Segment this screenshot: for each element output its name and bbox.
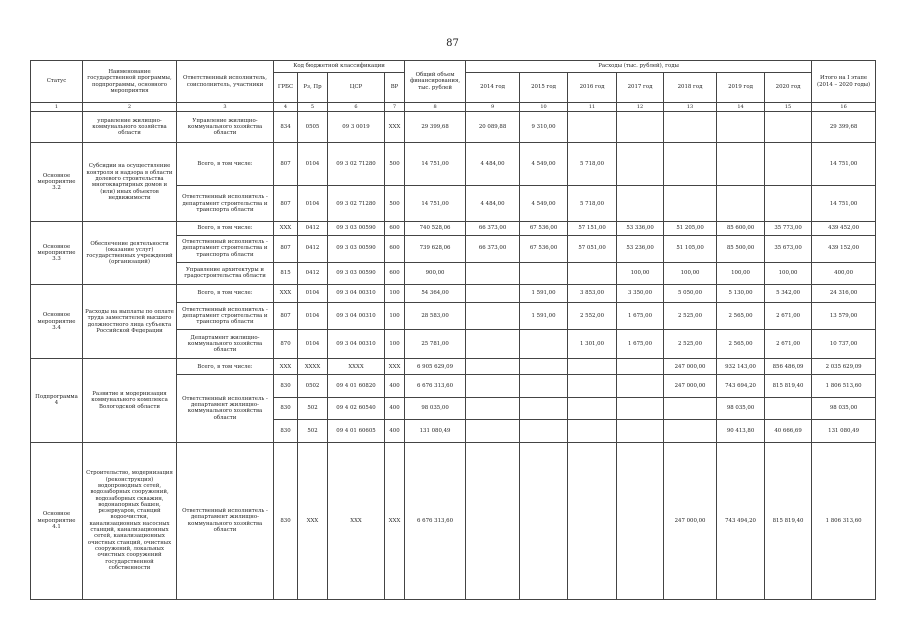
header-year-2018: 2018 год bbox=[664, 73, 717, 103]
year-2017-cell: 53 236,00 bbox=[617, 235, 664, 262]
responsible-cell: Ответственный исполнитель - департамент строительства и транспорта области bbox=[177, 303, 274, 330]
column-index: 7 bbox=[385, 103, 405, 112]
vr-cell: XXX bbox=[385, 442, 405, 600]
header-total-stage: Итого на I этапе (2014 – 2020 годы) bbox=[812, 61, 876, 103]
responsible-cell: Всего, в том числе: bbox=[177, 222, 274, 235]
year-2016-cell bbox=[568, 442, 617, 600]
year-2014-cell: 20 089,88 bbox=[466, 112, 520, 143]
stage-total-cell: 439 452,00 bbox=[812, 222, 876, 235]
rz-pr-cell: 0502 bbox=[298, 375, 328, 397]
year-2018-cell: 51 205,00 bbox=[664, 222, 717, 235]
vr-cell: 400 bbox=[385, 397, 405, 419]
header-name: Наименование государственной программы, подпрограммы, основного мероприятия bbox=[83, 61, 177, 103]
column-index: 2 bbox=[83, 103, 177, 112]
vr-cell: XXX bbox=[385, 359, 405, 375]
stage-total-cell: 14 751,00 bbox=[812, 143, 876, 186]
year-2017-cell bbox=[617, 143, 664, 186]
name-cell: Строительство, модернизация (реконструкция) водопроводных сетей, водозаборных сооружений, водозаборных скважин, водонапорных башен, резервуаров, станций водоочистки, канализационных насосных станций, канализационных сетей, канализационных очистных станций, очистных сооружений, локальных очистных сооружений государственной собственности bbox=[83, 442, 177, 600]
csr-cell: 09 3 03 00590 bbox=[328, 235, 385, 262]
year-2014-cell bbox=[466, 442, 520, 600]
csr-cell: XXX bbox=[328, 442, 385, 600]
header-year-2017: 2017 год bbox=[617, 73, 664, 103]
year-2014-cell: 66 373,00 bbox=[466, 222, 520, 235]
year-2018-cell: 2 525,00 bbox=[664, 303, 717, 330]
rz-pr-cell: 0104 bbox=[298, 186, 328, 222]
header-grbs: ГРБС bbox=[274, 73, 298, 103]
total-volume-cell: 14 751,00 bbox=[405, 186, 466, 222]
csr-cell: 09 3 0019 bbox=[328, 112, 385, 143]
total-volume-cell: 131 080,49 bbox=[405, 420, 466, 442]
rz-pr-cell: 0104 bbox=[298, 330, 328, 359]
grbs-cell: 815 bbox=[274, 262, 298, 284]
table-row bbox=[31, 285, 876, 303]
year-2017-cell bbox=[617, 359, 664, 375]
year-2016-cell bbox=[568, 397, 617, 419]
total-volume-cell: 54 364,00 bbox=[405, 285, 466, 303]
rz-pr-cell: 0412 bbox=[298, 235, 328, 262]
header-rz-pr: Рз, Пр bbox=[298, 73, 328, 103]
year-2016-cell: 2 552,00 bbox=[568, 303, 617, 330]
year-2014-cell bbox=[466, 330, 520, 359]
column-index: 16 bbox=[812, 103, 876, 112]
year-2020-cell bbox=[765, 397, 812, 419]
total-volume-cell: 28 583,00 bbox=[405, 303, 466, 330]
vr-cell: 100 bbox=[385, 285, 405, 303]
total-volume-cell: 98 035,00 bbox=[405, 397, 466, 419]
header-year-2016: 2016 год bbox=[568, 73, 617, 103]
stage-total-cell: 400,00 bbox=[812, 262, 876, 284]
year-2019-cell: 90 413,80 bbox=[717, 420, 765, 442]
responsible-cell: Ответственный исполнитель - департамент жилищно-коммунального хозяйства области bbox=[177, 442, 274, 600]
total-volume-cell: 14 751,00 bbox=[405, 143, 466, 186]
year-2018-cell: 100,00 bbox=[664, 262, 717, 284]
grbs-cell: XXX bbox=[274, 359, 298, 375]
column-index: 11 bbox=[568, 103, 617, 112]
year-2018-cell bbox=[664, 112, 717, 143]
vr-cell: 600 bbox=[385, 222, 405, 235]
csr-cell: 09 4 01 60605 bbox=[328, 420, 385, 442]
year-2016-cell bbox=[568, 420, 617, 442]
year-2019-cell: 743 494,20 bbox=[717, 442, 765, 600]
header-budget-code: Код бюджетной классификации bbox=[274, 61, 405, 73]
year-2016-cell: 5 718,00 bbox=[568, 143, 617, 186]
name-cell: Развитие и модернизация коммунального комплекса Вологодской области bbox=[83, 359, 177, 442]
vr-cell: 600 bbox=[385, 262, 405, 284]
vr-cell: XXX bbox=[385, 112, 405, 143]
responsible-cell: Всего, в том числе: bbox=[177, 359, 274, 375]
name-cell: управление жилищно-коммунального хозяйства области bbox=[83, 112, 177, 143]
year-2017-cell bbox=[617, 186, 664, 222]
year-2019-cell: 98 035,00 bbox=[717, 397, 765, 419]
year-2015-cell bbox=[520, 420, 568, 442]
year-2016-cell bbox=[568, 262, 617, 284]
stage-total-cell: 29 399,68 bbox=[812, 112, 876, 143]
rz-pr-cell: 0505 bbox=[298, 112, 328, 143]
year-2015-cell bbox=[520, 330, 568, 359]
csr-cell: XXXX bbox=[328, 359, 385, 375]
year-2016-cell: 5 718,00 bbox=[568, 186, 617, 222]
responsible-cell: Управление архитектуры и градостроительства области bbox=[177, 262, 274, 284]
grbs-cell: 870 bbox=[274, 330, 298, 359]
table-row bbox=[31, 143, 876, 186]
year-2019-cell: 5 130,00 bbox=[717, 285, 765, 303]
responsible-cell: Всего, в том числе: bbox=[177, 285, 274, 303]
year-2017-cell: 1 675,00 bbox=[617, 330, 664, 359]
csr-cell: 09 3 04 00310 bbox=[328, 303, 385, 330]
csr-cell: 09 3 03 00590 bbox=[328, 222, 385, 235]
table-header bbox=[31, 61, 876, 112]
status-cell: Основное мероприятие 3.2 bbox=[31, 143, 83, 222]
stage-total-cell: 10 737,00 bbox=[812, 330, 876, 359]
year-2015-cell: 4 549,00 bbox=[520, 143, 568, 186]
year-2020-cell: 2 671,00 bbox=[765, 303, 812, 330]
name-cell: Субсидии на осуществление контроля и надзора в области долевого строительства многоквартирных домов и (или) иных объектов недвижимости bbox=[83, 143, 177, 222]
header-year-2014: 2014 год bbox=[466, 73, 520, 103]
header-csr: ЦСР bbox=[328, 73, 385, 103]
stage-total-cell: 1 806 513,60 bbox=[812, 375, 876, 397]
rz-pr-cell: 0104 bbox=[298, 303, 328, 330]
year-2020-cell: 100,00 bbox=[765, 262, 812, 284]
column-index: 4 bbox=[274, 103, 298, 112]
csr-cell: 09 4 02 60540 bbox=[328, 397, 385, 419]
year-2014-cell bbox=[466, 285, 520, 303]
year-2018-cell: 2 525,00 bbox=[664, 330, 717, 359]
year-2019-cell: 100,00 bbox=[717, 262, 765, 284]
column-index: 5 bbox=[298, 103, 328, 112]
table-row bbox=[31, 442, 876, 600]
year-2020-cell: 815 819,40 bbox=[765, 375, 812, 397]
vr-cell: 100 bbox=[385, 303, 405, 330]
status-cell: Основное мероприятие 4.1 bbox=[31, 442, 83, 600]
stage-total-cell: 2 035 629,09 bbox=[812, 359, 876, 375]
year-2019-cell: 85 600,00 bbox=[717, 222, 765, 235]
stage-total-cell: 1 806 313,60 bbox=[812, 442, 876, 600]
stage-total-cell: 24 316,00 bbox=[812, 285, 876, 303]
year-2017-cell bbox=[617, 420, 664, 442]
column-index: 1 bbox=[31, 103, 83, 112]
year-2018-cell: 247 000,00 bbox=[664, 442, 717, 600]
year-2014-cell bbox=[466, 262, 520, 284]
rz-pr-cell: 502 bbox=[298, 397, 328, 419]
status-cell: Подпрограмма 4 bbox=[31, 359, 83, 442]
year-2020-cell: 2 671,00 bbox=[765, 330, 812, 359]
year-2020-cell: 35 773,00 bbox=[765, 222, 812, 235]
rz-pr-cell: 0412 bbox=[298, 222, 328, 235]
total-volume-cell: 25 781,00 bbox=[405, 330, 466, 359]
csr-cell: 09 3 04 00310 bbox=[328, 330, 385, 359]
year-2015-cell: 67 536,00 bbox=[520, 235, 568, 262]
year-2016-cell: 3 853,00 bbox=[568, 285, 617, 303]
year-2020-cell: 40 666,69 bbox=[765, 420, 812, 442]
year-2016-cell: 57 051,00 bbox=[568, 235, 617, 262]
year-2017-cell bbox=[617, 442, 664, 600]
year-2015-cell: 1 591,00 bbox=[520, 303, 568, 330]
csr-cell: 09 3 03 00590 bbox=[328, 262, 385, 284]
year-2014-cell bbox=[466, 375, 520, 397]
year-2020-cell: 5 342,00 bbox=[765, 285, 812, 303]
year-2019-cell: 2 565,00 bbox=[717, 303, 765, 330]
vr-cell: 100 bbox=[385, 330, 405, 359]
grbs-cell: 807 bbox=[274, 186, 298, 222]
year-2016-cell bbox=[568, 112, 617, 143]
column-index: 9 bbox=[466, 103, 520, 112]
column-index: 3 bbox=[177, 103, 274, 112]
year-2017-cell bbox=[617, 375, 664, 397]
header-expenses: Расходы (тыс. рублей), годы bbox=[466, 61, 812, 73]
total-volume-cell: 6 676 313,60 bbox=[405, 375, 466, 397]
stage-total-cell: 131 080,49 bbox=[812, 420, 876, 442]
column-index: 14 bbox=[717, 103, 765, 112]
column-index: 13 bbox=[664, 103, 717, 112]
year-2014-cell bbox=[466, 420, 520, 442]
year-2018-cell: 247 000,00 bbox=[664, 359, 717, 375]
year-2014-cell bbox=[466, 359, 520, 375]
rz-pr-cell: 0104 bbox=[298, 143, 328, 186]
total-volume-cell: 740 528,06 bbox=[405, 222, 466, 235]
year-2016-cell: 1 301,00 bbox=[568, 330, 617, 359]
rz-pr-cell: 502 bbox=[298, 420, 328, 442]
grbs-cell: 830 bbox=[274, 420, 298, 442]
status-cell bbox=[31, 112, 83, 143]
total-volume-cell: 900,00 bbox=[405, 262, 466, 284]
vr-cell: 400 bbox=[385, 375, 405, 397]
budget-table bbox=[30, 60, 876, 600]
responsible-cell: Ответственный исполнитель - департамент строительства и транспорта области bbox=[177, 186, 274, 222]
column-index: 8 bbox=[405, 103, 466, 112]
status-cell: Основное мероприятие 3.4 bbox=[31, 285, 83, 359]
year-2017-cell: 53 336,00 bbox=[617, 222, 664, 235]
column-index: 6 bbox=[328, 103, 385, 112]
year-2019-cell: 932 143,00 bbox=[717, 359, 765, 375]
year-2014-cell: 4 484,00 bbox=[466, 143, 520, 186]
year-2018-cell: 247 000,00 bbox=[664, 375, 717, 397]
year-2018-cell: 5 050,00 bbox=[664, 285, 717, 303]
year-2017-cell bbox=[617, 112, 664, 143]
year-2020-cell: 856 486,09 bbox=[765, 359, 812, 375]
grbs-cell: 807 bbox=[274, 143, 298, 186]
year-2020-cell: 815 819,40 bbox=[765, 442, 812, 600]
rz-pr-cell: XXX bbox=[298, 442, 328, 600]
table-row bbox=[31, 222, 876, 235]
year-2015-cell bbox=[520, 359, 568, 375]
year-2016-cell: 57 151,00 bbox=[568, 222, 617, 235]
header-total-volume: Общий объем финансирования, тыс. рублей bbox=[405, 61, 466, 103]
year-2014-cell: 4 484,00 bbox=[466, 186, 520, 222]
vr-cell: 600 bbox=[385, 235, 405, 262]
year-2020-cell bbox=[765, 186, 812, 222]
year-2020-cell bbox=[765, 112, 812, 143]
grbs-cell: 830 bbox=[274, 375, 298, 397]
year-2015-cell bbox=[520, 397, 568, 419]
total-volume-cell: 6 676 313,60 bbox=[405, 442, 466, 600]
year-2019-cell: 85 500,00 bbox=[717, 235, 765, 262]
year-2015-cell bbox=[520, 442, 568, 600]
vr-cell: 500 bbox=[385, 186, 405, 222]
year-2017-cell: 3 350,00 bbox=[617, 285, 664, 303]
header-year-2019: 2019 год bbox=[717, 73, 765, 103]
year-2019-cell: 2 565,00 bbox=[717, 330, 765, 359]
responsible-cell: Департамент жилищно-коммунального хозяйства области bbox=[177, 330, 274, 359]
grbs-cell: XXX bbox=[274, 285, 298, 303]
vr-cell: 400 bbox=[385, 420, 405, 442]
csr-cell: 09 3 02 71280 bbox=[328, 143, 385, 186]
year-2019-cell bbox=[717, 186, 765, 222]
grbs-cell: XXX bbox=[274, 222, 298, 235]
column-index-row bbox=[31, 103, 876, 112]
year-2016-cell bbox=[568, 375, 617, 397]
header-year-2020: 2020 год bbox=[765, 73, 812, 103]
stage-total-cell: 13 579,00 bbox=[812, 303, 876, 330]
year-2018-cell bbox=[664, 186, 717, 222]
rz-pr-cell: 0104 bbox=[298, 285, 328, 303]
table-row bbox=[31, 359, 876, 375]
year-2017-cell bbox=[617, 397, 664, 419]
year-2018-cell bbox=[664, 143, 717, 186]
header-year-2015: 2015 год bbox=[520, 73, 568, 103]
total-volume-cell: 29 399,68 bbox=[405, 112, 466, 143]
csr-cell: 09 3 02 71280 bbox=[328, 186, 385, 222]
stage-total-cell: 98 035,00 bbox=[812, 397, 876, 419]
header-status: Статус bbox=[31, 61, 83, 103]
grbs-cell: 807 bbox=[274, 303, 298, 330]
column-index: 15 bbox=[765, 103, 812, 112]
responsible-cell: Всего, в том числе: bbox=[177, 143, 274, 186]
grbs-cell: 834 bbox=[274, 112, 298, 143]
vr-cell: 500 bbox=[385, 143, 405, 186]
csr-cell: 09 3 04 00310 bbox=[328, 285, 385, 303]
stage-total-cell: 439 152,00 bbox=[812, 235, 876, 262]
responsible-cell: Ответственный исполнитель - департамент строительства и транспорта области bbox=[177, 235, 274, 262]
name-cell: Обеспечение деятельности (оказание услуг) государственных учреждений (организаций) bbox=[83, 222, 177, 285]
total-volume-cell: 6 905 629,09 bbox=[405, 359, 466, 375]
rz-pr-cell: XXXX bbox=[298, 359, 328, 375]
year-2019-cell bbox=[717, 143, 765, 186]
header-vr: ВР bbox=[385, 73, 405, 103]
year-2018-cell bbox=[664, 397, 717, 419]
csr-cell: 09 4 01 60820 bbox=[328, 375, 385, 397]
column-index: 12 bbox=[617, 103, 664, 112]
grbs-cell: 807 bbox=[274, 235, 298, 262]
year-2015-cell: 1 591,00 bbox=[520, 285, 568, 303]
responsible-cell: Управление жилищно-коммунального хозяйства области bbox=[177, 112, 274, 143]
year-2014-cell: 66 373,00 bbox=[466, 235, 520, 262]
total-volume-cell: 739 628,06 bbox=[405, 235, 466, 262]
header-responsible: Ответственный исполнитель, соисполнитель, участники bbox=[177, 61, 274, 103]
year-2015-cell: 9 310,00 bbox=[520, 112, 568, 143]
responsible-cell: Ответственный исполнитель - департамент жилищно-коммунального хозяйства области bbox=[177, 375, 274, 442]
year-2017-cell: 1 675,00 bbox=[617, 303, 664, 330]
year-2015-cell: 67 536,00 bbox=[520, 222, 568, 235]
status-cell: Основное мероприятие 3.3 bbox=[31, 222, 83, 285]
year-2014-cell bbox=[466, 303, 520, 330]
name-cell: Расходы на выплаты по оплате труда заместителей высшего должностного лица субъекта Российской Федерации bbox=[83, 285, 177, 359]
year-2014-cell bbox=[466, 397, 520, 419]
year-2020-cell bbox=[765, 143, 812, 186]
year-2020-cell: 35 673,00 bbox=[765, 235, 812, 262]
grbs-cell: 830 bbox=[274, 397, 298, 419]
year-2019-cell: 743 694,20 bbox=[717, 375, 765, 397]
year-2016-cell bbox=[568, 359, 617, 375]
page-number: 87 bbox=[446, 38, 459, 49]
year-2015-cell: 4 549,00 bbox=[520, 186, 568, 222]
grbs-cell: 830 bbox=[274, 442, 298, 600]
year-2015-cell bbox=[520, 262, 568, 284]
year-2018-cell: 51 105,00 bbox=[664, 235, 717, 262]
rz-pr-cell: 0412 bbox=[298, 262, 328, 284]
table-row bbox=[31, 112, 876, 143]
year-2017-cell: 100,00 bbox=[617, 262, 664, 284]
year-2018-cell bbox=[664, 420, 717, 442]
year-2015-cell bbox=[520, 375, 568, 397]
stage-total-cell: 14 751,00 bbox=[812, 186, 876, 222]
year-2019-cell bbox=[717, 112, 765, 143]
column-index: 10 bbox=[520, 103, 568, 112]
